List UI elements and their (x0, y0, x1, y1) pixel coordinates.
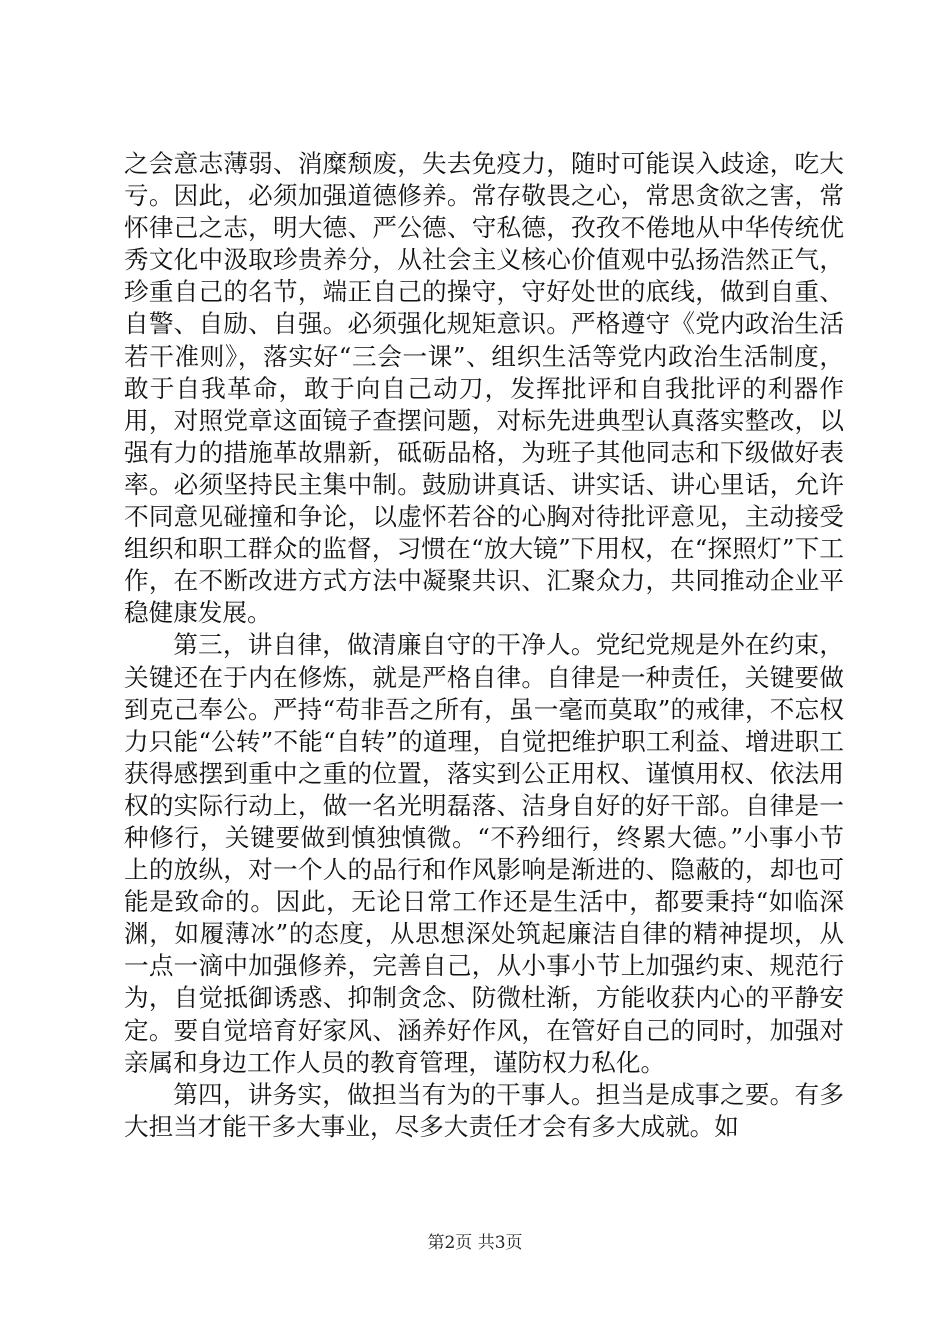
document-body (124, 148, 844, 1143)
page-number-label: 第2页 共3页 (427, 1233, 523, 1253)
paragraph-third-point: 第三，讲自律，做清廉自守的干净人。党纪党规是外在约束，关键还在于内在修炼，就是严格自律。自律是一种责任，关键要做到克己奉公。严持“苟非吾之所有，虽一毫而莫取”的戒律，不忘权力只能“公转”不能“自转”的道理，自觉把维护职工利益、增进职工获得感摆到重中之重的位置，落实到公正用权、谨慎用权、依法用权的实际行动上，做一名光明磊落、洁身自好的好干部。自律是一种修行，关键要做到慎独慎微。“不矜细行，终累大德。”小事小节上的放纵，对一个人的品行和作风影响是渐进的、隐蔽的，却也可能是致命的。因此，无论日常工作还是生活中，都要秉持“如临深渊，如履薄冰”的态度，从思想深处筑起廉洁自律的精神提坝，从一点一滴中加强修养，完善自己，从小事小节上加强约束、规范行为，自觉抵御诱惑、抑制贪念、防微杜渐，方能收获内心的平静安定。要自觉培育好家风、涵养好作风，在管好自己的同时，加强对亲属和身边工作人员的教育管理，谨防权力私化。 (124, 630, 844, 1077)
paragraph-continued: 之会意志薄弱、消糜颓废，失去免疫力，随时可能误入歧途，吃大亏。因此，必须加强道德修养。常存敬畏之心，常思贪欲之害，常怀律己之志，明大德、严公德、守私德，孜孜不倦地从中华传统优秀文化中汲取珍贵养分，从社会主义核心价值观中弘扬浩然正气，珍重自己的名节，端正自己的操守，守好处世的底线，做到自重、自警、自励、自强。必须强化规矩意识。严格遵守《党内政治生活若干准则》，落实好“三会一课”、组织生活等党内政治生活制度，敢于自我革命，敢于向自己动刀，发挥批评和自我批评的利器作用，对照党章这面镜子查摆问题，对标先进典型认真落实整改，以强有力的措施革故鼎新，砥砺品格，为班子其他同志和下级做好表率。必须坚持民主集中制。鼓励讲真话、讲实话、讲心里话，允许不同意见碰撞和争论，以虚怀若谷的心胸对待批评意见，主动接受组织和职工群众的监督，习惯在“放大镜”下用权，在“探照灯”下工作，在不断改进方式方法中凝聚共识、汇聚众力，共同推动企业平稳健康发展。 (124, 149, 844, 628)
paragraph-fourth-point: 第四，讲务实，做担当有为的干事人。担当是成事之要。有多大担当才能干多大事业，尽多大责任才会有多大成就。如 (124, 1079, 844, 1141)
page-footer (0, 1228, 950, 1253)
